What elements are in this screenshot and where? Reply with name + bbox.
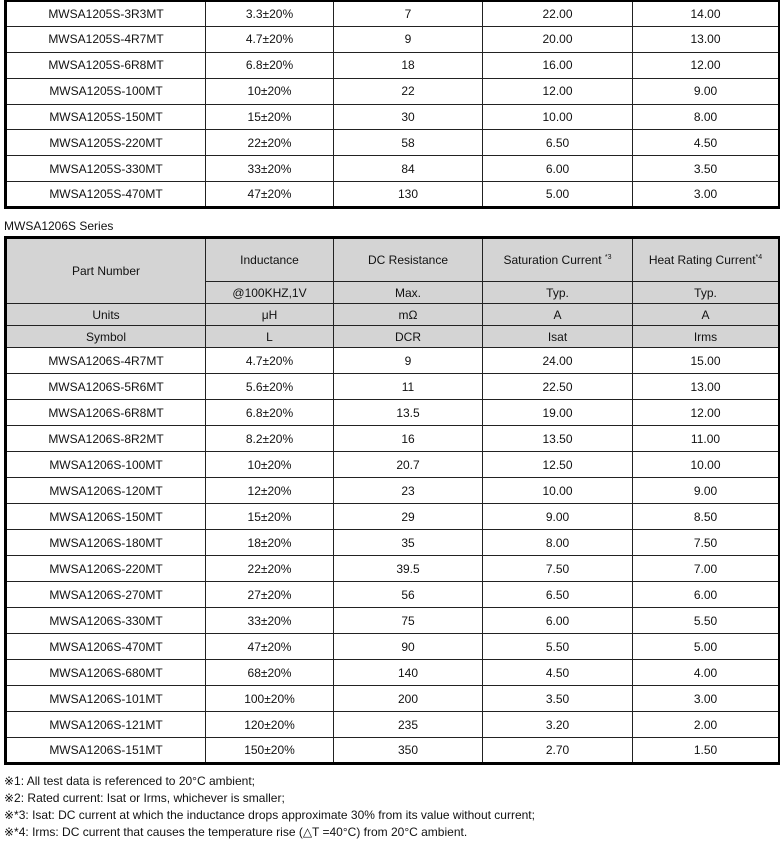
isat-cell: 8.00 xyxy=(483,530,633,556)
table-row xyxy=(6,530,780,556)
isat-cell: 3.50 xyxy=(483,686,633,712)
table-row xyxy=(6,660,780,686)
symbol-cell: Isat xyxy=(483,326,633,348)
dcr-cell: 75 xyxy=(334,608,483,634)
table-row xyxy=(6,504,780,530)
part-number-cell: MWSA1205S-330MT xyxy=(6,156,206,182)
symbol-cell: Irms xyxy=(633,326,780,348)
inductance-cell: 15±20% xyxy=(206,504,334,530)
dcr-cell: 11 xyxy=(334,374,483,400)
dcr-cell: 13.5 xyxy=(334,400,483,426)
dcr-cell: 39.5 xyxy=(334,556,483,582)
isat-cell: 4.50 xyxy=(483,660,633,686)
irms-cell: 9.00 xyxy=(633,78,780,104)
part-number-cell: MWSA1206S-121MT xyxy=(6,712,206,738)
irms-cell: 12.00 xyxy=(633,52,780,78)
footnotes xyxy=(4,773,535,841)
dcr-cell: 29 xyxy=(334,504,483,530)
inductance-cell: 10±20% xyxy=(206,78,334,104)
table-row xyxy=(6,78,780,104)
inductance-cell: 68±20% xyxy=(206,660,334,686)
dcr-cell: 23 xyxy=(334,478,483,504)
condition-cell: Typ. xyxy=(483,282,633,304)
irms-cell: 11.00 xyxy=(633,426,780,452)
isat-cell: 22.00 xyxy=(483,1,633,27)
dcr-cell: 140 xyxy=(334,660,483,686)
part-number-cell: MWSA1206S-8R2MT xyxy=(6,426,206,452)
inductance-cell: 27±20% xyxy=(206,582,334,608)
isat-cell: 9.00 xyxy=(483,504,633,530)
isat-cell: 3.20 xyxy=(483,712,633,738)
table-row xyxy=(6,478,780,504)
part-number-cell: MWSA1206S-220MT xyxy=(6,556,206,582)
table-row xyxy=(6,374,780,400)
condition-cell: Typ. xyxy=(633,282,780,304)
mwsa1206s-table xyxy=(4,236,780,765)
isat-cell: 16.00 xyxy=(483,52,633,78)
irms-cell: 1.50 xyxy=(633,738,780,764)
isat-cell: 24.00 xyxy=(483,348,633,374)
table-row xyxy=(6,426,780,452)
inductance-cell: 10±20% xyxy=(206,452,334,478)
irms-cell: 5.50 xyxy=(633,608,780,634)
irms-cell: 2.00 xyxy=(633,712,780,738)
isat-cell: 12.00 xyxy=(483,78,633,104)
table-row xyxy=(6,1,780,27)
symbol-row xyxy=(6,326,780,348)
symbol-cell: DCR xyxy=(334,326,483,348)
dcr-cell: 130 xyxy=(334,182,483,208)
isat-cell: 19.00 xyxy=(483,400,633,426)
table-row xyxy=(6,582,780,608)
header-part-number: Part Number xyxy=(6,238,206,304)
isat-cell: 6.00 xyxy=(483,156,633,182)
dcr-cell: 90 xyxy=(334,634,483,660)
dcr-cell: 200 xyxy=(334,686,483,712)
isat-cell: 10.00 xyxy=(483,104,633,130)
header-inductance: Inductance xyxy=(206,238,334,282)
inductance-cell: 22±20% xyxy=(206,556,334,582)
inductance-cell: 6.8±20% xyxy=(206,400,334,426)
isat-cell: 13.50 xyxy=(483,426,633,452)
part-number-cell: MWSA1205S-100MT xyxy=(6,78,206,104)
part-number-cell: MWSA1206S-4R7MT xyxy=(6,348,206,374)
table-row xyxy=(6,52,780,78)
units-cell: Units xyxy=(6,304,206,326)
dcr-cell: 20.7 xyxy=(334,452,483,478)
irms-cell: 3.00 xyxy=(633,182,780,208)
table-row xyxy=(6,608,780,634)
table-row xyxy=(6,738,780,764)
inductance-cell: 6.8±20% xyxy=(206,52,334,78)
dcr-cell: 16 xyxy=(334,426,483,452)
symbol-cell: Symbol xyxy=(6,326,206,348)
units-cell: A xyxy=(483,304,633,326)
isat-cell: 5.50 xyxy=(483,634,633,660)
units-cell: A xyxy=(633,304,780,326)
table-row xyxy=(6,712,780,738)
isat-cell: 5.00 xyxy=(483,182,633,208)
irms-cell: 9.00 xyxy=(633,478,780,504)
inductance-cell: 120±20% xyxy=(206,712,334,738)
irms-cell: 4.00 xyxy=(633,660,780,686)
units-cell: μH xyxy=(206,304,334,326)
irms-cell: 7.00 xyxy=(633,556,780,582)
inductance-cell: 5.6±20% xyxy=(206,374,334,400)
part-number-cell: MWSA1206S-101MT xyxy=(6,686,206,712)
dcr-cell: 58 xyxy=(334,130,483,156)
inductance-cell: 15±20% xyxy=(206,104,334,130)
condition-cell: Max. xyxy=(334,282,483,304)
inductance-cell: 3.3±20% xyxy=(206,1,334,27)
part-number-cell: MWSA1206S-6R8MT xyxy=(6,400,206,426)
isat-cell: 12.50 xyxy=(483,452,633,478)
mwsa1205s-table xyxy=(4,0,780,209)
note-ref-3: *3 xyxy=(604,254,612,261)
header-dc-resistance: DC Resistance xyxy=(334,238,483,282)
inductance-cell: 47±20% xyxy=(206,182,334,208)
dcr-cell: 35 xyxy=(334,530,483,556)
part-number-cell: MWSA1206S-120MT xyxy=(6,478,206,504)
table-row xyxy=(6,104,780,130)
footnote-4: ※*4: Irms: DC current that causes the temperature rise (△T =40°C) from 20°C ambient. xyxy=(4,825,468,839)
table-row xyxy=(6,156,780,182)
isat-cell: 20.00 xyxy=(483,26,633,52)
table-row xyxy=(6,634,780,660)
irms-cell: 6.00 xyxy=(633,582,780,608)
isat-cell: 10.00 xyxy=(483,478,633,504)
part-number-cell: MWSA1205S-150MT xyxy=(6,104,206,130)
inductance-cell: 8.2±20% xyxy=(206,426,334,452)
table-row xyxy=(6,182,780,208)
table-row xyxy=(6,400,780,426)
irms-cell: 12.00 xyxy=(633,400,780,426)
irms-cell: 13.00 xyxy=(633,26,780,52)
inductance-cell: 33±20% xyxy=(206,156,334,182)
part-number-cell: MWSA1206S-151MT xyxy=(6,738,206,764)
part-number-cell: MWSA1205S-470MT xyxy=(6,182,206,208)
part-number-cell: MWSA1206S-5R6MT xyxy=(6,374,206,400)
part-number-cell: MWSA1206S-100MT xyxy=(6,452,206,478)
table-row xyxy=(6,130,780,156)
part-number-cell: MWSA1205S-4R7MT xyxy=(6,26,206,52)
isat-cell: 2.70 xyxy=(483,738,633,764)
inductance-cell: 100±20% xyxy=(206,686,334,712)
dcr-cell: 9 xyxy=(334,26,483,52)
saturation-current-label: Saturation Current xyxy=(503,253,602,267)
inductance-cell: 33±20% xyxy=(206,608,334,634)
inductance-cell: 12±20% xyxy=(206,478,334,504)
irms-cell: 14.00 xyxy=(633,1,780,27)
irms-cell: 7.50 xyxy=(633,530,780,556)
irms-cell: 15.00 xyxy=(633,348,780,374)
table-row xyxy=(6,452,780,478)
part-number-cell: MWSA1205S-220MT xyxy=(6,130,206,156)
isat-cell: 6.00 xyxy=(483,608,633,634)
isat-cell: 6.50 xyxy=(483,582,633,608)
isat-cell: 22.50 xyxy=(483,374,633,400)
dcr-cell: 9 xyxy=(334,348,483,374)
isat-cell: 7.50 xyxy=(483,556,633,582)
part-number-cell: MWSA1205S-3R3MT xyxy=(6,1,206,27)
header-saturation-current xyxy=(483,238,633,282)
dcr-cell: 350 xyxy=(334,738,483,764)
inductance-cell: 150±20% xyxy=(206,738,334,764)
inductance-cell: 4.7±20% xyxy=(206,26,334,52)
dcr-cell: 22 xyxy=(334,78,483,104)
note-ref-4: *4 xyxy=(755,254,763,261)
units-cell: mΩ xyxy=(334,304,483,326)
part-number-cell: MWSA1205S-6R8MT xyxy=(6,52,206,78)
part-number-cell: MWSA1206S-330MT xyxy=(6,608,206,634)
condition-cell: @100KHZ,1V xyxy=(206,282,334,304)
irms-cell: 5.00 xyxy=(633,634,780,660)
dcr-cell: 18 xyxy=(334,52,483,78)
part-number-cell: MWSA1206S-270MT xyxy=(6,582,206,608)
irms-cell: 8.50 xyxy=(633,504,780,530)
inductance-cell: 18±20% xyxy=(206,530,334,556)
part-number-cell: MWSA1206S-470MT xyxy=(6,634,206,660)
part-number-cell: MWSA1206S-180MT xyxy=(6,530,206,556)
part-number-cell: MWSA1206S-150MT xyxy=(6,504,206,530)
dcr-cell: 235 xyxy=(334,712,483,738)
footnote-1: ※1: All test data is referenced to 20°C ambient; xyxy=(4,774,255,788)
isat-cell: 6.50 xyxy=(483,130,633,156)
footnote-3: ※*3: Isat: DC current at which the inductance drops approximate 30% from its value without current; xyxy=(4,808,535,822)
table-row xyxy=(6,348,780,374)
table-row xyxy=(6,556,780,582)
inductance-cell: 22±20% xyxy=(206,130,334,156)
header-heat-rating-current xyxy=(633,238,780,282)
dcr-cell: 30 xyxy=(334,104,483,130)
irms-cell: 10.00 xyxy=(633,452,780,478)
symbol-cell: L xyxy=(206,326,334,348)
irms-cell: 3.50 xyxy=(633,156,780,182)
irms-cell: 8.00 xyxy=(633,104,780,130)
units-row xyxy=(6,304,780,326)
dcr-cell: 7 xyxy=(334,1,483,27)
irms-cell: 3.00 xyxy=(633,686,780,712)
part-number-cell: MWSA1206S-680MT xyxy=(6,660,206,686)
series-label: MWSA1206S Series xyxy=(4,219,114,233)
footnote-2: ※2: Rated current: Isat or Irms, whichever is smaller; xyxy=(4,791,285,805)
irms-cell: 13.00 xyxy=(633,374,780,400)
inductance-cell: 47±20% xyxy=(206,634,334,660)
dcr-cell: 56 xyxy=(334,582,483,608)
header-row xyxy=(6,238,780,282)
inductance-cell: 4.7±20% xyxy=(206,348,334,374)
heat-rating-current-label: Heat Rating Current xyxy=(648,253,756,267)
irms-cell: 4.50 xyxy=(633,130,780,156)
dcr-cell: 84 xyxy=(334,156,483,182)
table-row xyxy=(6,26,780,52)
table-row xyxy=(6,686,780,712)
